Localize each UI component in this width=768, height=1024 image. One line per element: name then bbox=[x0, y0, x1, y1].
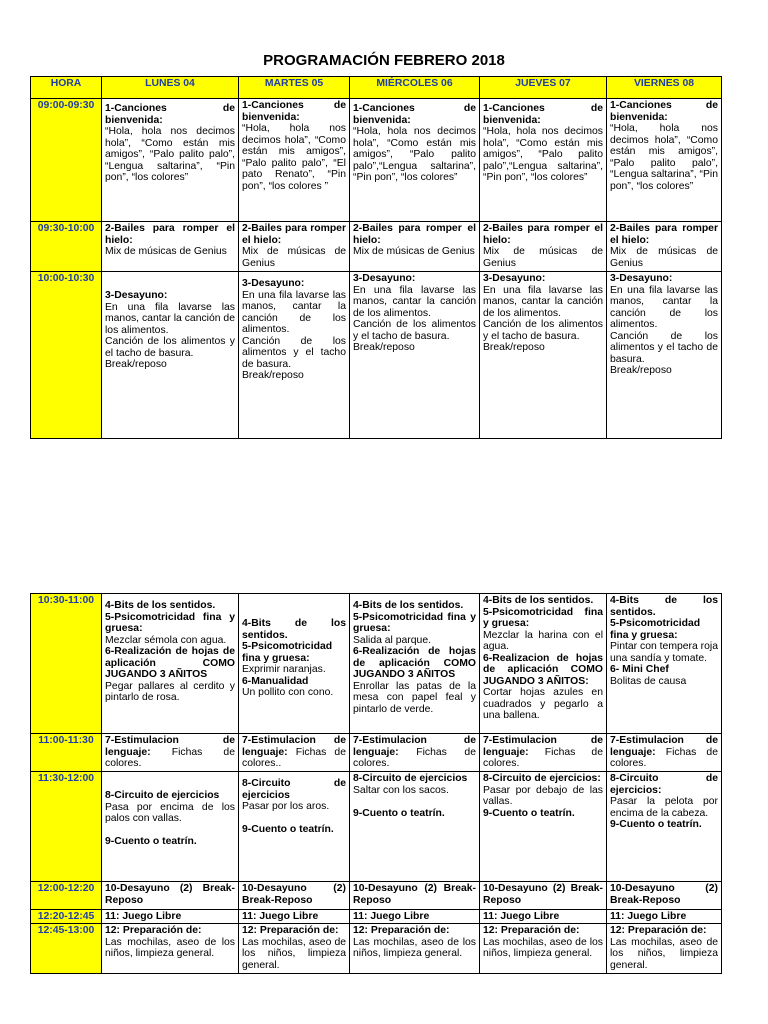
activity-title: 3-Desayuno: bbox=[353, 273, 416, 284]
activity-text: Canción de los alimentos y el tacho de basura. bbox=[105, 336, 235, 359]
activity-text: Mix de músicas de Genius bbox=[610, 246, 718, 269]
activity-text: Break/reposo bbox=[353, 342, 415, 353]
activity-title: 11: Juego Libre bbox=[610, 911, 687, 922]
activity-title: 2-Bailes para romper el hielo: bbox=[483, 223, 603, 246]
activity-title: 5-Psicomotricidad fina y gruesa: bbox=[610, 618, 701, 641]
activity-title: 4-Bits de los sentidos. bbox=[483, 595, 594, 606]
activity-cell bbox=[350, 734, 480, 772]
activity-title: 2-Bailes para romper el hielo: bbox=[610, 223, 718, 246]
header-wednesday: MIÉRCOLES 06 bbox=[350, 77, 480, 99]
activity-cell bbox=[102, 910, 239, 924]
activity-cell bbox=[480, 924, 607, 974]
activity-cell bbox=[607, 910, 722, 924]
activity-title: 8-Circuito de ejercicios bbox=[242, 778, 346, 801]
activity-cell bbox=[480, 882, 607, 910]
table-row bbox=[31, 910, 722, 924]
activity-title: 1-Canciones de bienvenida: bbox=[353, 103, 476, 126]
activity-text: Break/reposo bbox=[610, 365, 672, 376]
activity-text: Un pollito con cono. bbox=[242, 687, 334, 698]
table-row bbox=[31, 734, 722, 772]
activity-text: Pasar por debajo de las vallas. bbox=[483, 784, 603, 807]
table-row bbox=[31, 272, 722, 439]
activity-title: 10-Desayuno (2) Break-Reposo bbox=[483, 883, 603, 906]
activity-cell bbox=[350, 772, 480, 882]
activity-text: En una fila lavarse las manos, cantar la canción de los alimentos. bbox=[610, 284, 718, 330]
activity-title: 10-Desayuno (2) Break-Reposo bbox=[610, 883, 718, 906]
activity-cell bbox=[350, 594, 480, 734]
activity-text: Fichas de colores. bbox=[610, 746, 718, 769]
activity-title: 6-Realización de hojas de aplicación COMO JUGANDO 3 AÑITOS bbox=[105, 646, 235, 680]
activity-text: En una fila lavarse las manos, cantar la canción de los alimentos. bbox=[242, 289, 346, 335]
activity-text: Enrollar las patas de la mesa con papel feal y pintarlo de verde. bbox=[353, 680, 476, 715]
activity-cell bbox=[239, 222, 350, 272]
activity-text: Mix de músicas de Genius bbox=[353, 246, 475, 257]
activity-text: Break/reposo bbox=[483, 342, 545, 353]
activity-title: 3-Desayuno: bbox=[105, 290, 168, 301]
activity-title: 10-Desayuno (2) Break-Reposo bbox=[105, 883, 235, 906]
activity-text: “Hola, hola nos decimos hola”, “Como están mis amigos”, “Palo palito palo”, “El pato Renato”, “Pin pon”, “los colores ” bbox=[242, 123, 346, 192]
activity-text: Pasar la pelota por encima de la cabeza. bbox=[610, 796, 718, 819]
schedule-table-midday bbox=[30, 593, 722, 974]
activity-text: Mix de músicas de Genius bbox=[105, 246, 227, 257]
activity-text: Pasar por los aros. bbox=[242, 801, 330, 812]
activity-text: “Hola, hola nos decimos hola”, “Como están mis amigos”, “Palo palito palo”, “Lengua saltarina”, “Pin pon”, “los colores” bbox=[610, 123, 719, 192]
activity-title: 12: Preparación de: bbox=[242, 925, 339, 936]
header-tuesday: MARTES 05 bbox=[239, 77, 350, 99]
activity-title: 4-Bits de los sentidos. bbox=[105, 600, 216, 611]
table-row bbox=[31, 882, 722, 910]
activity-cell bbox=[102, 272, 239, 439]
activity-cell bbox=[102, 882, 239, 910]
activity-text: Break/reposo bbox=[242, 370, 304, 381]
activity-text: Las mochilas, aseo de los niños, limpieza general. bbox=[353, 936, 476, 959]
activity-text: Break/reposo bbox=[105, 359, 167, 370]
activity-cell bbox=[239, 99, 350, 222]
activity-text: Exprimir naranjas. bbox=[242, 664, 326, 675]
activity-title: 6- Mini Chef bbox=[610, 664, 669, 675]
activity-text: Mix de músicas de Genius bbox=[483, 246, 603, 269]
time-slot: 12:45-13:00 bbox=[31, 924, 102, 974]
activity-cell bbox=[480, 772, 607, 882]
activity-text: “Hola, hola nos decimos hola”, “Como están mis amigos”, “Palo palito palo”, “Lengua saltarina”, “Pin pon”, “los colores” bbox=[105, 126, 235, 183]
activity-title: 7-Estimulacion de lenguaje: bbox=[242, 735, 346, 758]
activity-title: 9-Cuento o teatrín. bbox=[483, 807, 575, 819]
activity-text: Bolitas de causa bbox=[610, 675, 687, 687]
activity-title: 8-Circuito de ejercicios bbox=[105, 790, 220, 801]
activity-text: Fichas de colores. bbox=[353, 746, 476, 769]
activity-title: 12: Preparación de: bbox=[105, 925, 202, 936]
activity-title: 9-Cuento o teatrín. bbox=[353, 807, 445, 819]
activity-title: 3-Desayuno: bbox=[483, 273, 546, 284]
activity-title: 8-Circuito de ejercicios: bbox=[483, 773, 601, 784]
activity-cell bbox=[102, 924, 239, 974]
activity-text: En una fila lavarse las manos, cantar la canción de los alimentos. bbox=[105, 301, 235, 336]
time-slot: 12:20-12:45 bbox=[31, 910, 102, 924]
activity-title: 5-Psicomotricidad fina y gruesa: bbox=[105, 611, 235, 634]
activity-text: Cortar hojas azules en cuadrados y pegarlo a una ballena. bbox=[483, 687, 603, 721]
activity-text: Pintar con tempera roja una sandía y tomate. bbox=[610, 641, 719, 664]
activity-title: 10-Desayuno (2) Break-Reposo bbox=[353, 883, 476, 906]
activity-text: Fichas de colores. bbox=[483, 746, 603, 769]
activity-title: 2-Bailes para romper el hielo: bbox=[242, 223, 346, 246]
table-row bbox=[31, 99, 722, 222]
activity-text: Mix de músicas de Genius bbox=[242, 246, 346, 269]
activity-title: 12: Preparación de: bbox=[353, 925, 450, 936]
activity-title: 4-Bits de los sentidos. bbox=[353, 600, 464, 611]
activity-title: 5-Psicomotricidad fina y gruesa: bbox=[353, 611, 476, 634]
activity-cell bbox=[350, 882, 480, 910]
activity-cell bbox=[350, 99, 480, 222]
table-row bbox=[31, 222, 722, 272]
header-hora: HORA bbox=[31, 77, 102, 99]
activity-cell bbox=[239, 734, 350, 772]
activity-title: 7-Estimulacion de lenguaje: bbox=[610, 735, 718, 758]
activity-title: 3-Desayuno: bbox=[610, 273, 673, 284]
activity-cell bbox=[607, 924, 722, 974]
activity-text: Las mochilas, aseo de los niños, limpieza general. bbox=[105, 936, 235, 959]
activity-text: Saltar con los sacos. bbox=[353, 784, 449, 796]
header-row bbox=[31, 77, 722, 99]
activity-title: 4-Bits de los sentidos. bbox=[610, 595, 718, 618]
activity-title: 5-Psicomotricidad fina y gruesa: bbox=[483, 606, 603, 629]
activity-text: “Hola, hola nos decimos hola”, “Como están mis amigos”, “Palo palito palo”,“Lengua saltarina”, “Pin pon”, “los colores” bbox=[353, 126, 476, 183]
activity-cell bbox=[102, 594, 239, 734]
activity-text: Pasa por encima de los palos con vallas. bbox=[105, 801, 235, 824]
activity-title: 7-Estimulacion de lenguaje: bbox=[353, 735, 476, 758]
header-friday: VIERNES 08 bbox=[607, 77, 722, 99]
activity-title: 7-Estimulacion de lenguaje: bbox=[483, 735, 603, 758]
activity-cell bbox=[607, 734, 722, 772]
activity-cell bbox=[607, 222, 722, 272]
activity-title: 2-Bailes para romper el hielo: bbox=[105, 223, 235, 246]
activity-text: En una fila lavarse las manos, cantar la canción de los alimentos. bbox=[353, 284, 476, 319]
activity-title: 6-Realizacion de hojas de aplicación COMO JUGANDO 3 AÑITOS: bbox=[483, 652, 603, 687]
activity-cell bbox=[480, 734, 607, 772]
page-title: PROGRAMACIÓN FEBRERO 2018 bbox=[263, 52, 505, 69]
activity-text: Salida al parque. bbox=[353, 634, 431, 646]
activity-cell bbox=[607, 772, 722, 882]
activity-cell bbox=[480, 222, 607, 272]
activity-cell bbox=[607, 594, 722, 734]
activity-title: 12: Preparación de: bbox=[483, 925, 580, 936]
activity-text: Mezclar la harina con el agua. bbox=[483, 629, 603, 652]
activity-title: 1-Canciones de bienvenida: bbox=[105, 103, 235, 126]
time-slot: 10:30-11:00 bbox=[31, 594, 102, 734]
table-row bbox=[31, 924, 722, 974]
activity-text: Las mochilas, aseo de los niños, limpieza general. bbox=[483, 936, 603, 959]
activity-title: 5-Psicomotricidad fina y gruesa: bbox=[242, 641, 333, 664]
activity-text: Pegar pallares al cerdito y pintarlo de rosa. bbox=[105, 680, 235, 703]
activity-title: 11: Juego Libre bbox=[105, 911, 182, 922]
activity-title: 11: Juego Libre bbox=[353, 911, 430, 922]
header-thursday: JUEVES 07 bbox=[480, 77, 607, 99]
activity-text: En una fila lavarse las manos, cantar la canción de los alimentos. bbox=[483, 284, 603, 319]
activity-title: 1-Canciones de bienvenida: bbox=[242, 100, 346, 123]
activity-cell bbox=[350, 272, 480, 439]
activity-text: Fichas de colores.. bbox=[242, 746, 346, 769]
activity-title: 7-Estimulacion de lenguaje: bbox=[105, 735, 235, 758]
time-slot: 12:00-12:20 bbox=[31, 882, 102, 910]
activity-cell bbox=[102, 734, 239, 772]
activity-title: 9-Cuento o teatrín. bbox=[242, 824, 334, 835]
activity-cell bbox=[607, 272, 722, 439]
activity-cell bbox=[350, 924, 480, 974]
header-monday: LUNES 04 bbox=[102, 77, 239, 99]
activity-title: 1-Canciones de bienvenida: bbox=[610, 100, 718, 123]
time-slot: 09:30-10:00 bbox=[31, 222, 102, 272]
activity-title: 12: Preparación de: bbox=[610, 925, 707, 936]
activity-cell bbox=[480, 594, 607, 734]
schedule-table-morning bbox=[30, 76, 722, 439]
activity-cell bbox=[480, 99, 607, 222]
activity-cell bbox=[102, 222, 239, 272]
activity-cell bbox=[102, 772, 239, 882]
activity-text: Canción de los alimentos y el tacho de basura. bbox=[610, 330, 718, 365]
activity-title: 8-Circuito de ejercicios: bbox=[610, 773, 718, 796]
activity-cell bbox=[480, 910, 607, 924]
activity-text: Las mochilas, aseo de los niños, limpieza general. bbox=[242, 936, 346, 971]
activity-cell bbox=[350, 222, 480, 272]
activity-title: 6-Manualidad bbox=[242, 675, 309, 687]
activity-title: 6-Realización de hojas de aplicación COMO JUGANDO 3 AÑITOS bbox=[353, 646, 476, 680]
activity-text: Canción de los alimentos y el tacho de basura. bbox=[242, 335, 346, 370]
activity-text: Las mochilas, aseo de los niños, limpieza general. bbox=[610, 936, 718, 971]
activity-cell bbox=[607, 882, 722, 910]
activity-cell bbox=[239, 882, 350, 910]
activity-title: 9-Cuento o teatrín. bbox=[610, 819, 702, 830]
activity-cell bbox=[607, 99, 722, 222]
activity-text: Fichas de colores. bbox=[105, 746, 235, 769]
activity-title: 11: Juego Libre bbox=[483, 911, 560, 922]
activity-title: 2-Bailes para romper el hielo: bbox=[353, 223, 476, 246]
activity-cell bbox=[102, 99, 239, 222]
activity-title: 11: Juego Libre bbox=[242, 911, 319, 922]
activity-cell bbox=[480, 272, 607, 439]
activity-text: “Hola, hola nos decimos hola”, “Como están mis amigos”, “Palo palito palo”,“Lengua saltarina”, “Pin pon”, “los colores” bbox=[483, 126, 603, 183]
table-row bbox=[31, 772, 722, 882]
activity-title: 10-Desayuno (2) Break-Reposo bbox=[242, 883, 346, 906]
activity-title: 3-Desayuno: bbox=[242, 278, 305, 289]
activity-cell bbox=[239, 910, 350, 924]
table-row bbox=[31, 594, 722, 734]
activity-text: Canción de los alimentos y el tacho de basura. bbox=[353, 319, 476, 342]
activity-title: 1-Canciones de bienvenida: bbox=[483, 103, 603, 126]
time-slot: 10:00-10:30 bbox=[31, 272, 102, 439]
activity-cell bbox=[239, 772, 350, 882]
activity-title: 4-Bits de los sentidos. bbox=[242, 618, 346, 641]
activity-cell bbox=[239, 924, 350, 974]
time-slot: 11:30-12:00 bbox=[31, 772, 102, 882]
activity-title: 9-Cuento o teatrín. bbox=[105, 836, 197, 847]
activity-text: Mezclar sémola con agua. bbox=[105, 634, 227, 646]
activity-cell bbox=[239, 272, 350, 439]
activity-cell bbox=[239, 594, 350, 734]
activity-text: Canción de los alimentos y el tacho de basura. bbox=[483, 319, 603, 342]
time-slot: 09:00-09:30 bbox=[31, 99, 102, 222]
activity-title: 8-Circuito de ejercicios bbox=[353, 773, 468, 784]
time-slot: 11:00-11:30 bbox=[31, 734, 102, 772]
activity-cell bbox=[350, 910, 480, 924]
